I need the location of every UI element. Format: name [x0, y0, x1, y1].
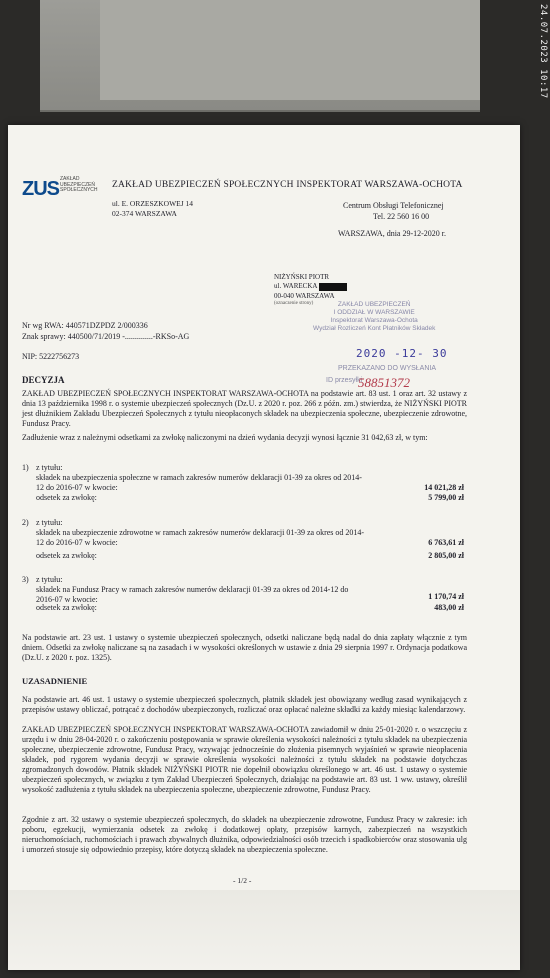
folder-tab: [100, 0, 480, 100]
item-1-interest-label: odsetek za zwłokę:: [36, 493, 97, 502]
stamp-id-label: ID przesyłki: [326, 377, 363, 384]
case-number: Znak sprawy: 440500/71/2019 -..............-RKSo-AG: [22, 332, 190, 341]
justification-p1: Na podstawie art. 46 ust. 1 ustawy o systemie ubezpieczeń społecznych, płatnik składek jest obowiązany według zasad wynikających z przepisów ustawy obliczać, potrącać z dochodów ubezpieczonych, rozliczać oraz opłacać należne składki za każdy miesiąc kalendarzowy.: [22, 695, 467, 714]
zus-logo: ZUS: [22, 178, 59, 200]
item-2-amount: 6 763,61 zł: [428, 538, 464, 547]
justification-p2: ZAKŁAD UBEZPIECZEŃ SPOŁECZNYCH INSPEKTORAT WARSZAWA-OCHOTA zawiadomił w dniu 25-01-2020 r. o wszczęciu z urzędu i w dniu 28-04-2020 r. o zakończeniu postępowania w sprawie określenia wysokości należności z tytułu składek na ubezpieczenia społeczne, ubezpieczenie zdrowotne, Fundusz Pracy, wzywając jednocześnie do złożenia pisemnych wyjaśnień w sprawie nieopłacenia składek, pod rygorem wydania decyzji w sprawie określenia wysokości należności z tytułu składek na podstawie dotychczas zgromadzonych dowodów. Płatnik składek NIŻYŃSKI PIOTR nie dopełnił obowiązku określonego w art. 46 ust. 1 ustawy o systemie ubezpieczeń społecznych, w związku z tym Zakład Ubezpieczeń Społecznych, działając na podstawie art. 83 ust. 1 ww. ustawy, określił wysokość zadłużenia z tytułu składek na ubezpieczenia społeczne, ubezpieczenie zdrowotne, Fundusz Pracy.: [22, 725, 467, 794]
item-2-number: 2): [22, 518, 29, 527]
office-stamp: [313, 301, 435, 334]
item-3-text: składek na Fundusz Pracy w ramach zakresów numerów deklaracji 01-39 za okres od 2014-12 do 2016-07 w kwocie:: [36, 585, 349, 604]
recipient-street-row: [274, 282, 347, 291]
item-3-interest-label: odsetek za zwłokę:: [36, 603, 97, 612]
item-1-amount: 14 021,28 zł: [424, 483, 464, 492]
folded-paper-bottom: [8, 890, 520, 970]
recipient-name: NIŻYŃSKI PIOTR: [274, 273, 330, 281]
place-date: WARSZAWA, dnia 29-12-2020 r.: [338, 229, 447, 238]
decision-intro: ZAKŁAD UBEZPIECZEŃ SPOŁECZNYCH INSPEKTORAT WARSZAWA-OCHOTA na podstawie art. 83 ust. 1 oraz art. 32 ustawy z dnia 13 października 1998 r. o systemie ubezpieczeń społecznych (Dz.U. z 2020 r. poz. 266 z późn. zm.) stwierdza, że NIŻYŃSKI PIOTR jest dłużnikiem Zakładu Ubezpieczeń Społecznych z tytułu nieopłaconych składek na ubezpieczenia społeczne, ubezpieczenie zdrowotne, Fundusz Pracy.: [22, 389, 467, 428]
document-page: [8, 125, 520, 970]
call-center-label: Centrum Obsługi Telefonicznej: [343, 201, 444, 210]
item-1-text: składek na ubezpieczenia społeczne w ramach zakresów numerów deklaracji 01-39 za okres od 2014-12 do 2016-07 w kwocie:: [36, 473, 362, 492]
folder-background: [40, 0, 480, 112]
item-3-amount: 1 170,74 zł: [428, 592, 464, 601]
handwritten-id: 58851372: [358, 375, 410, 390]
recipient-street: ul. WARECKA: [274, 282, 318, 291]
item-2-interest-amount: 2 805,00 zł: [428, 551, 464, 560]
recipient-note: (oznaczenie strony): [274, 301, 314, 307]
stamp-line4: Wydział Rozliczeń Kont Płatników Składek: [313, 325, 436, 333]
item-3-number: 3): [22, 575, 29, 584]
item-1-number: 1): [22, 463, 29, 472]
item-1-interest-amount: 5 799,00 zł: [428, 493, 464, 502]
redaction-box: [319, 283, 347, 291]
zus-logo-subtitle: ZAKŁAD UBEZPIECZEŃ SPOŁECZNYCH: [60, 176, 98, 193]
photo-timestamp: 24.07.2023 10:17: [538, 4, 548, 99]
item-3-interest-amount: 483,00 zł: [434, 603, 464, 612]
decision-heading: DECYZJA: [22, 375, 65, 385]
page-number: - 1/2 -: [233, 876, 252, 885]
stamp-line1: ZAKŁAD UBEZPIECZEŃ: [337, 301, 411, 308]
stamp-date: 2020 -12- 30: [356, 347, 448, 360]
nip-number: NIP: 5222756273: [22, 352, 80, 361]
address-city: 02-374 WARSZAWA: [112, 209, 177, 218]
legal-basis: Na podstawie art. 23 ust. 1 ustawy o systemie ubezpieczeń społecznych, odsetki naliczane będą nadal do dnia zapłaty włącznie z tym dniem. Odsetki za zwłokę naliczane są na zasadach i w wysokości określonych w ustawie z dnia 29 sierpnia 1997 r. Ordynacja podatkowa (Dz.U. z 2020 r. poz. 1325).: [22, 633, 467, 662]
recipient-city: 00-040 WARSZAWA: [274, 291, 335, 300]
rwa-number: Nr wg RWA: 440571DZPDZ 2/000336: [22, 321, 148, 330]
justification-p3: Zgodnie z art. 32 ustawy o systemie ubezpieczeń społecznych, do składek na ubezpieczenie zdrowotne, Fundusz Pracy w zakresie: ich poboru, egzekucji, wymierzania odsetek za zwłokę i dodatkowej opłaty, przepisów karnych, zabezpieczeń na wszystkich nieruchomościach, ruchomościach i prawach zbywalnych dłużnika, odpowiedzialności osób trzecich i spadkobierców oraz stosowania ulg i umorzeń stosuje się odpowiednio przepisy, które dotyczą składek na ubezpieczenia społeczne.: [22, 815, 467, 854]
stamp-line3: Inspektorat Warszawa-Ochota: [330, 317, 418, 325]
stamp-line2: I ODDZIAŁ W WARSZAWIE: [333, 309, 415, 317]
item-2-interest-label: odsetek za zwłokę:: [36, 551, 97, 560]
item-1-title: z tytułu:: [36, 463, 63, 472]
address-street: ul. E. ORZESZKOWEJ 14: [112, 199, 194, 208]
item-3-title: z tytułu:: [36, 575, 63, 584]
decision-total: Zadłużenie wraz z należnymi odsetkami za zwłokę naliczonymi na dzień wydania decyzji wynosi łącznie 31 042,63 zł, w tym:: [22, 433, 428, 442]
justification-heading: UZASADNIENIE: [22, 676, 88, 686]
phone-number: Tel. 22 560 16 00: [373, 212, 430, 221]
item-2-text: składek na ubezpieczenie zdrowotne w ramach zakresów numerów deklaracji 01-39 za okres od 2014-12 do 2016-07 w kwocie:: [36, 528, 365, 547]
institution-title: ZAKŁAD UBEZPIECZEŃ SPOŁECZNYCH INSPEKTORAT WARSZAWA-OCHOTA: [112, 180, 463, 190]
item-2-title: z tytułu:: [36, 518, 63, 527]
stamp-przekazano: PRZEKAZANO DO WYSŁANIA: [338, 365, 437, 372]
